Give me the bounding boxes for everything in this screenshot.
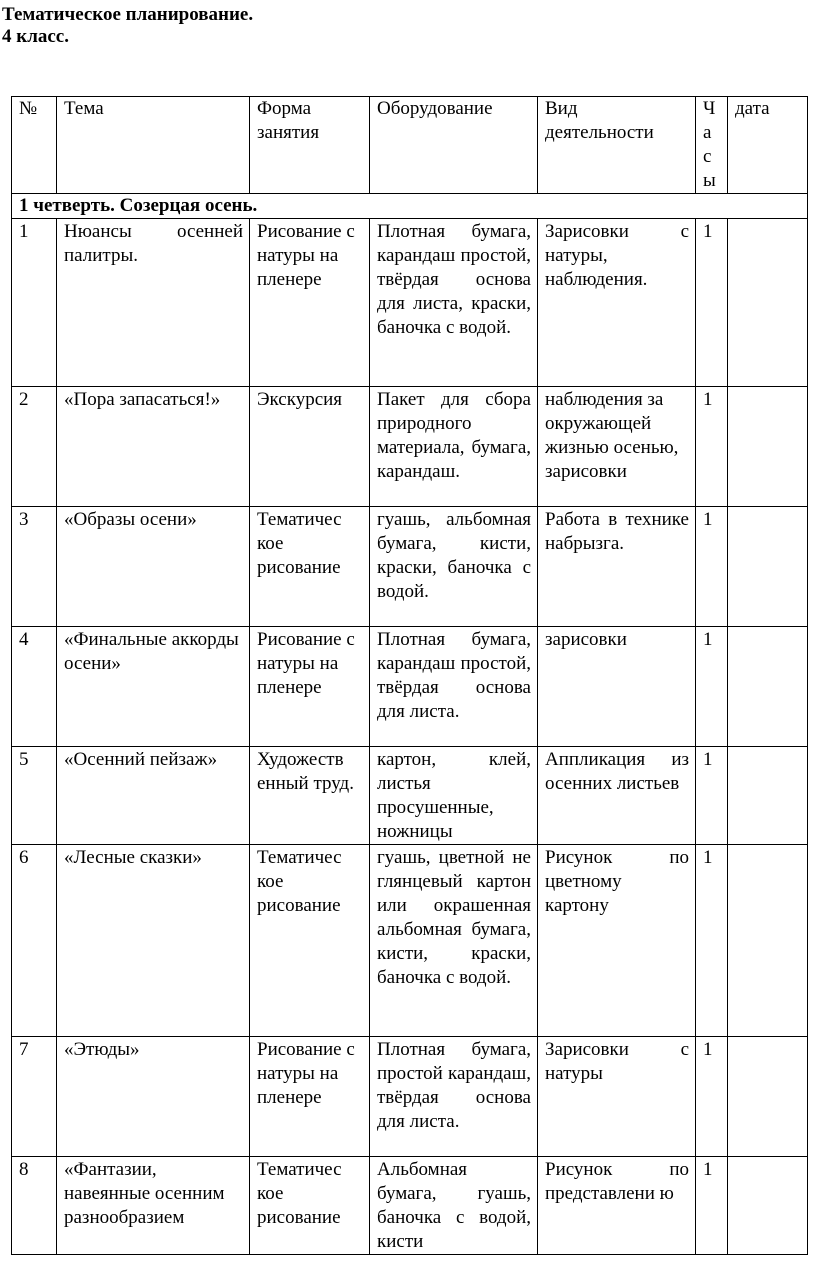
row-equipment: Плотная бумага, простой карандаш, твёрдая основа для листа. xyxy=(370,1037,538,1157)
row-form: Тематичес кое рисование xyxy=(250,507,370,627)
header-topic: Тема xyxy=(57,97,250,194)
row-form: Тематичес кое рисование xyxy=(250,1157,370,1255)
row-date xyxy=(728,507,808,627)
row-topic: «Пора запасаться!» xyxy=(57,387,250,507)
row-num: 2 xyxy=(12,387,57,507)
row-num: 4 xyxy=(12,627,57,747)
row-form: Рисование с натуры на пленере xyxy=(250,1037,370,1157)
table-row xyxy=(12,507,808,627)
row-topic: Нюансы осенней палитры. xyxy=(57,219,250,387)
row-num: 3 xyxy=(12,507,57,627)
header-hours-char: а xyxy=(703,122,712,143)
table-row xyxy=(12,845,808,1037)
row-equipment: картон, клей, листья просушенные, ножницы xyxy=(370,747,538,845)
table-row xyxy=(12,747,808,845)
row-topic: «Финальные аккорды осени» xyxy=(57,627,250,747)
row-hours: 1 xyxy=(696,747,728,845)
table-row xyxy=(12,1157,808,1255)
row-equipment: Альбомная бумага, гуашь, баночка с водой, кисти xyxy=(370,1157,538,1255)
row-num: 5 xyxy=(12,747,57,845)
row-date xyxy=(728,747,808,845)
row-equipment: Пакет для сбора природного материала, бумага, карандаш. xyxy=(370,387,538,507)
row-equipment: гуашь, альбомная бумага, кисти, краски, баночка с водой. xyxy=(370,507,538,627)
row-activity: Зарисовки с натуры, наблюдения. xyxy=(538,219,696,387)
row-date xyxy=(728,1037,808,1157)
row-topic: «Осенний пейзаж» xyxy=(57,747,250,845)
row-topic: «Образы осени» xyxy=(57,507,250,627)
document-title xyxy=(2,4,253,48)
row-equipment: Плотная бумага, карандаш простой, твёрдая основа для листа. xyxy=(370,627,538,747)
row-topic: «Фантазии, навеянные осенним разнообразием xyxy=(57,1157,250,1255)
table-row xyxy=(12,219,808,387)
table-row xyxy=(12,387,808,507)
header-equipment: Оборудование xyxy=(370,97,538,194)
row-hours: 1 xyxy=(696,1037,728,1157)
row-activity: зарисовки xyxy=(538,627,696,747)
row-equipment: гуашь, цветной не глянцевый картон или окрашенная альбомная бумага, кисти, краски, баночка с водой. xyxy=(370,845,538,1037)
header-date: дата xyxy=(728,97,808,194)
row-date xyxy=(728,627,808,747)
table-row xyxy=(12,1037,808,1157)
row-num: 8 xyxy=(12,1157,57,1255)
header-form: Форма занятия xyxy=(250,97,370,194)
table-row xyxy=(12,627,808,747)
row-activity: Аппликация из осенних листьев xyxy=(538,747,696,845)
row-hours: 1 xyxy=(696,845,728,1037)
header-hours-char: с xyxy=(703,146,712,167)
row-equipment: Плотная бумага, карандаш простой, твёрдая основа для листа, краски, баночка с водой. xyxy=(370,219,538,387)
title-line-2: 4 класс. xyxy=(2,26,69,47)
header-hours-char: Ч xyxy=(703,98,716,119)
section-title: 1 четверть. Созерцая осень. xyxy=(12,194,808,219)
header-activity: Вид деятельности xyxy=(538,97,696,194)
row-activity: наблюдения за окружающей жизнью осенью, зарисовки xyxy=(538,387,696,507)
row-form: Экскурсия xyxy=(250,387,370,507)
row-num: 1 xyxy=(12,219,57,387)
table-header-row xyxy=(12,97,808,194)
row-form: Художеств енный труд. xyxy=(250,747,370,845)
row-form: Рисование с натуры на пленере xyxy=(250,627,370,747)
title-line-1: Тематическое планирование. xyxy=(2,4,254,25)
row-topic: «Этюды» xyxy=(57,1037,250,1157)
thematic-plan-table xyxy=(11,96,808,1255)
row-hours: 1 xyxy=(696,507,728,627)
row-date xyxy=(728,1157,808,1255)
row-hours: 1 xyxy=(696,387,728,507)
row-topic: «Лесные сказки» xyxy=(57,845,250,1037)
row-activity: Рисунок по представлени ю xyxy=(538,1157,696,1255)
header-hours xyxy=(696,97,728,194)
row-num: 6 xyxy=(12,845,57,1037)
row-hours: 1 xyxy=(696,1157,728,1255)
header-hours-char: ы xyxy=(703,170,716,191)
row-form: Рисование с натуры на пленере xyxy=(250,219,370,387)
header-num: № xyxy=(12,97,57,194)
row-num: 7 xyxy=(12,1037,57,1157)
row-date xyxy=(728,219,808,387)
row-date xyxy=(728,387,808,507)
row-activity: Работа в технике набрызга. xyxy=(538,507,696,627)
row-hours: 1 xyxy=(696,627,728,747)
row-activity: Рисунок по цветному картону xyxy=(538,845,696,1037)
row-hours: 1 xyxy=(696,219,728,387)
row-activity: Зарисовки с натуры xyxy=(538,1037,696,1157)
section-row xyxy=(12,194,808,219)
row-form: Тематичес кое рисование xyxy=(250,845,370,1037)
row-date xyxy=(728,845,808,1037)
